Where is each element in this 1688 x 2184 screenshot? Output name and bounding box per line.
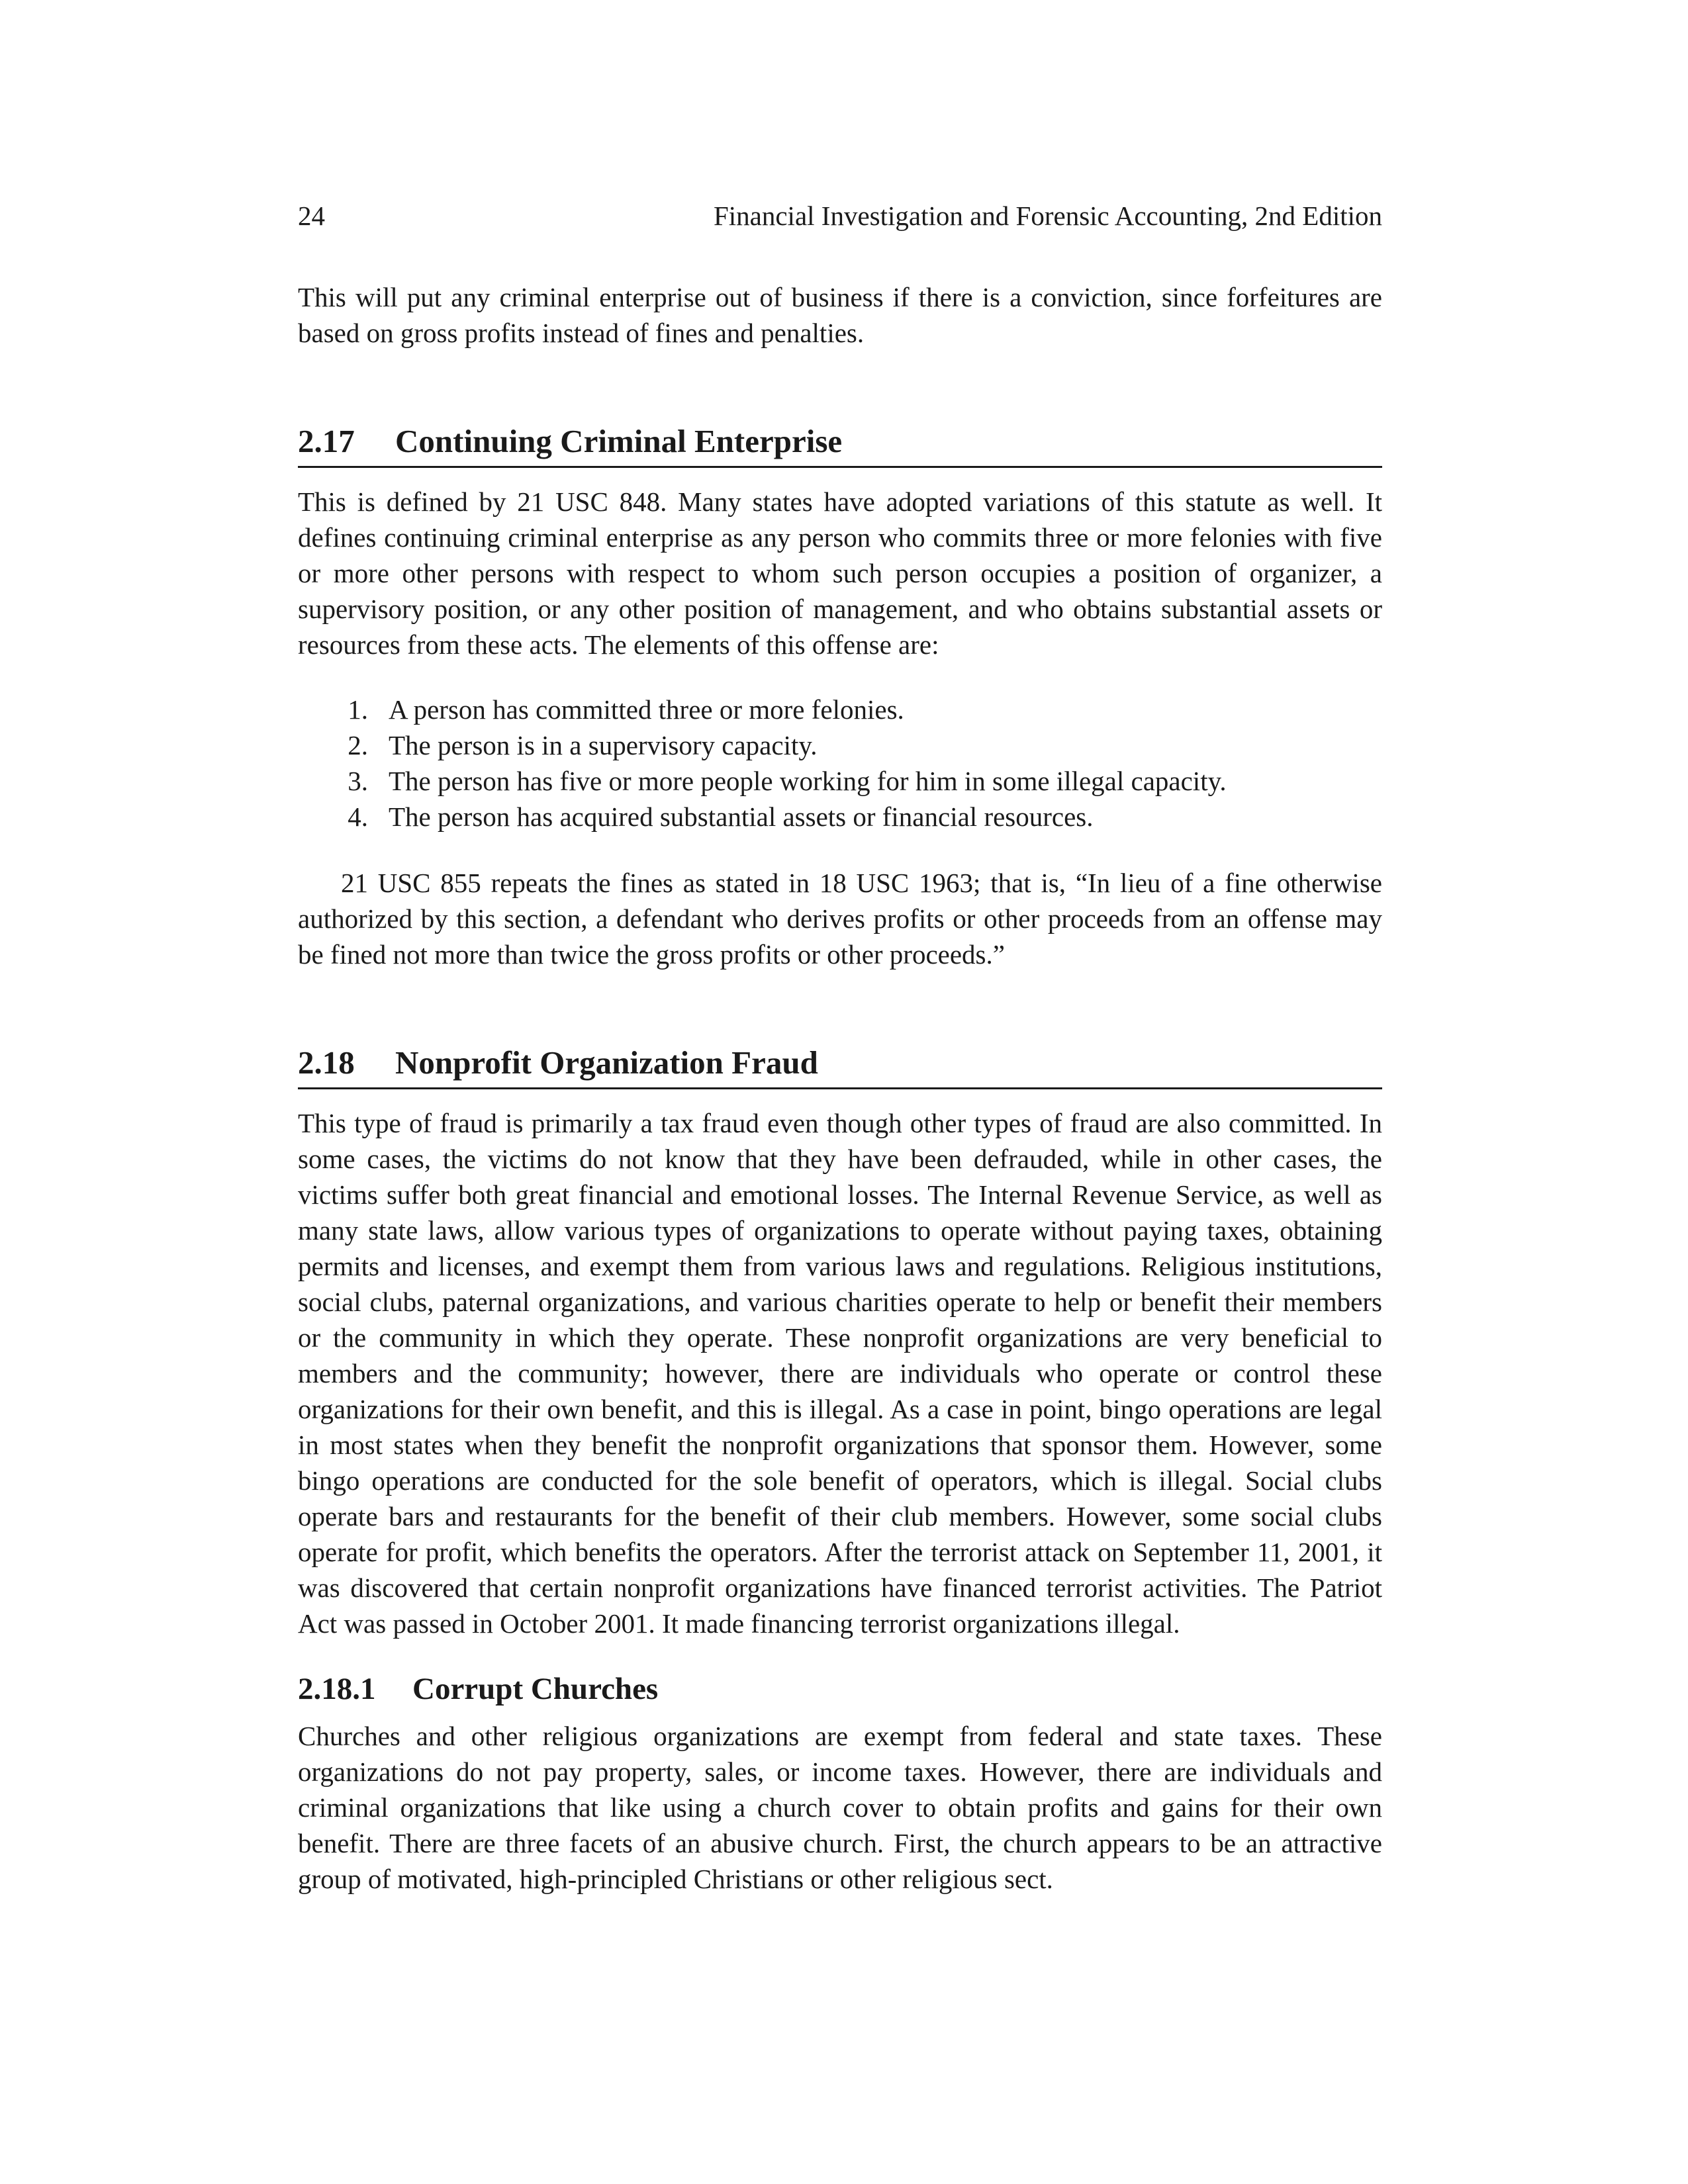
intro-paragraph: This will put any criminal enterprise out of business if there is a conviction, since forfeitures are based on gross profits instead of fines and penalties. (298, 282, 1382, 348)
subsection-2-18-1 (298, 1668, 1382, 1897)
list-item-text: The person has acquired substantial assets or financial resources. (389, 801, 1094, 832)
list-item-text: The person is in a supervisory capacity. (389, 730, 818, 760)
subsection-heading (298, 1668, 1382, 1710)
page-number: 24 (298, 201, 325, 231)
section-heading (298, 420, 1382, 468)
list-item-number: 3. (348, 766, 368, 796)
section-number: 2.17 (298, 423, 355, 459)
subsection-number: 2.18.1 (298, 1672, 376, 1706)
section-paragraph: This is defined by 21 USC 848. Many states have adopted variations of this statute as well. It defines continuing criminal enterprise as any person who commits three or more felonies with five or more other persons with respect to whom such person occupies a position of organizer, a supervisory position, or any other position of management, and who obtains substantial assets or resources from these acts. The elements of this offense are: (298, 486, 1382, 660)
list-item-number: 4. (348, 801, 368, 832)
running-title: Financial Investigation and Forensic Accounting, 2nd Edition (713, 201, 1382, 231)
section-title: Nonprofit Organization Fraud (395, 1044, 818, 1081)
section-title: Continuing Criminal Enterprise (395, 423, 843, 459)
list-item (298, 692, 1382, 727)
section-paragraph: This type of fraud is primarily a tax fraud even though other types of fraud are also committed. In some cases, the victims do not know that they have been defrauded, while in other cases, the victims suffer both great financial and emotional losses. The Internal Revenue Service, as well as many state laws, allow various types of organizations to operate without paying taxes, obtaining permits and licenses, and exempt them from various laws and regulations. Religious institutions, social clubs, paternal organizations, and various charities operate to help or benefit their members or the community in which they operate. These nonprofit organizations are very beneficial to members and the community; however, there are individuals who operate or control these organizations for their own benefit, and this is illegal. As a case in point, bingo operations are legal in most states when they benefit the nonprofit organizations that sponsor them. However, some bingo operations are conducted for the sole benefit of operators, which is illegal. Social clubs operate bars and restaurants for the benefit of their club members. However, some social clubs operate for profit, which benefits the operators. After the terrorist attack on September 11, 2001, it was discovered that certain nonprofit organizations have financed terrorist activities. The Patriot Act was passed in October 2001. It made financing terrorist organizations illegal. (298, 1108, 1382, 1639)
list-item-text: A person has committed three or more felonies. (389, 694, 904, 725)
offense-elements-list (298, 692, 1382, 835)
list-item-text: The person has five or more people working for him in some illegal capacity. (389, 766, 1227, 796)
list-item-number: 2. (348, 730, 368, 760)
list-item-number: 1. (348, 694, 368, 725)
list-item (298, 799, 1382, 835)
list-item (298, 727, 1382, 763)
page-header (298, 196, 1382, 236)
section-2-18 (298, 1041, 1382, 1641)
subsection-paragraph: Churches and other religious organizations are exempt from federal and state taxes. These organizations do not pay property, sales, or income taxes. However, there are individuals and criminal organizations that like using a church cover to obtain profits and gains for their own benefit. There are three facets of an abusive church. First, the church appears to be an attractive group of motivated, high-principled Christians or other religious sect. (298, 1721, 1382, 1894)
section-heading (298, 1041, 1382, 1089)
page-body (298, 279, 1382, 1897)
subsection-title: Corrupt Churches (412, 1672, 659, 1706)
section-paragraph: 21 USC 855 repeats the fines as stated in 18 USC 1963; that is, “In lieu of a fine otherwise authorized by this section, a defendant who derives profits or other proceeds from an offense may be fined not more than twice the gross profits or other proceeds.” (298, 868, 1382, 970)
section-number: 2.18 (298, 1044, 355, 1081)
section-2-17 (298, 420, 1382, 972)
list-item (298, 763, 1382, 799)
